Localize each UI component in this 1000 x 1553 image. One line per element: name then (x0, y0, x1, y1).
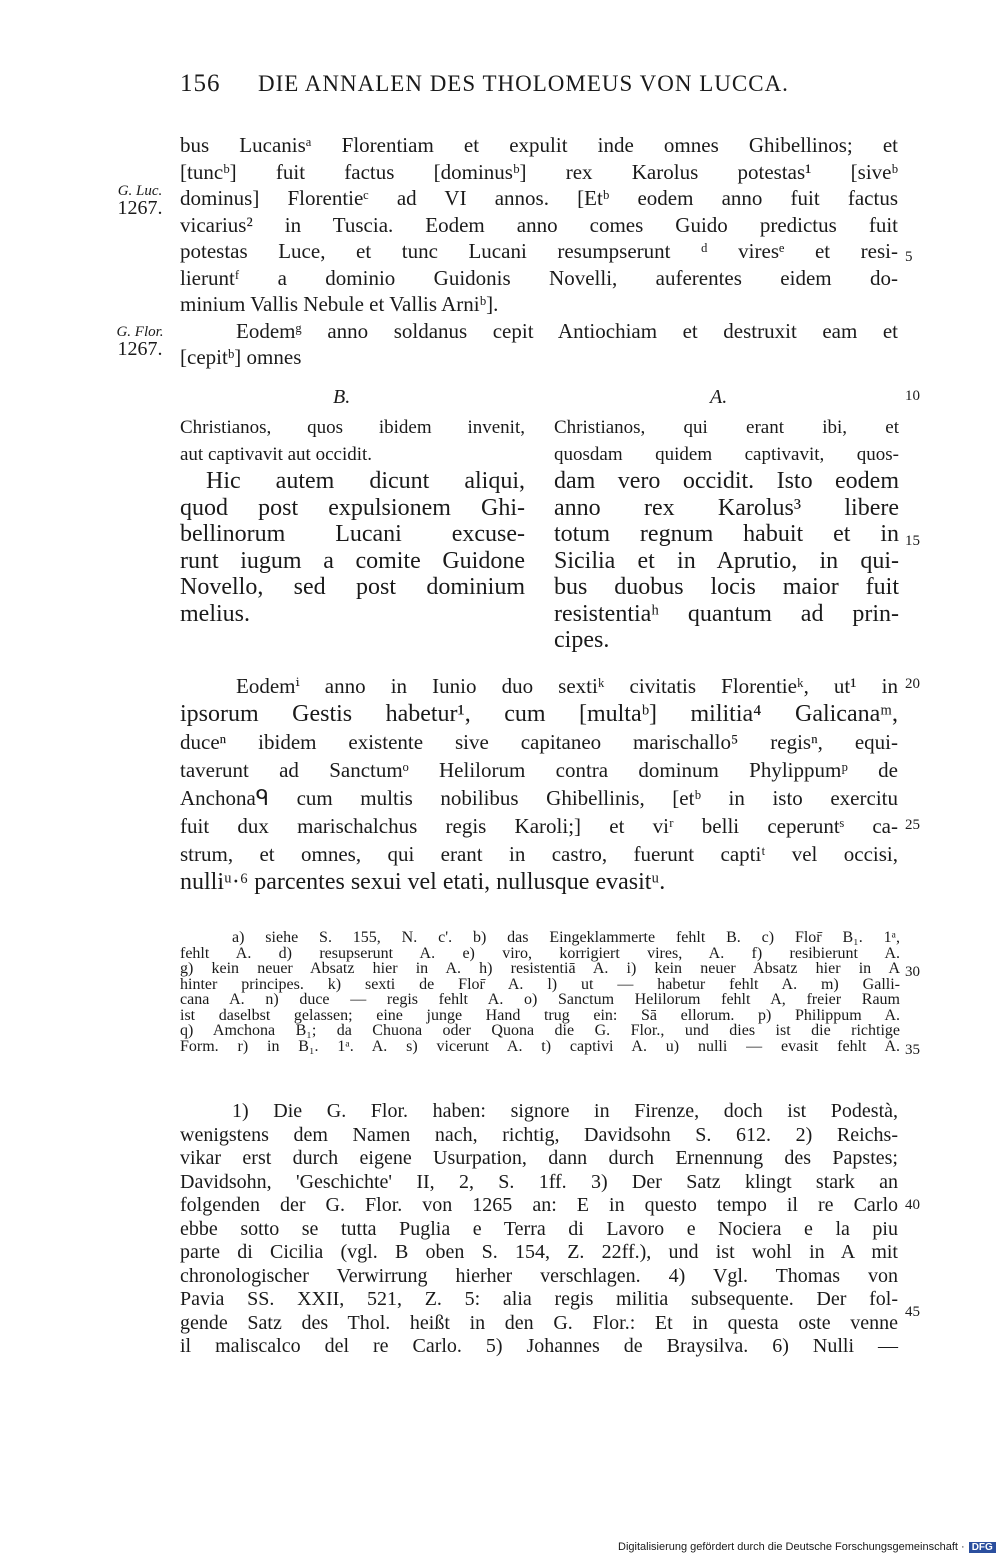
column-b (180, 415, 525, 627)
text-line: dominus] Florentieᶜ ad VI annos. [Etᵇ eodem anno fuit factus (180, 186, 898, 210)
line-number: 30 (905, 964, 920, 980)
text-line: ipsorum Gestis habetur¹, cum [multaᵇ] militia⁴ Galicanaᵐ, (180, 701, 898, 727)
footnote-line: folgenden der G. Flor. von 1265 an: E in questo tempo il re Carlo (180, 1194, 898, 1216)
apparatus-line: g) kein neuer Absatz hier in A. h) resistentiā A. i) kein neuer Absatz hier in A (180, 960, 900, 977)
text-line: Anchonaᑫ cum multis nobilibus Ghibellinis, [etᵇ in isto exercitu (180, 786, 898, 810)
line-number: 45 (905, 1304, 920, 1320)
footnote-line: ebbe sotto se tutta Puglia e Terra di Lavoro e Nociera e la piu (180, 1217, 898, 1240)
footnotes (180, 1100, 898, 1359)
text-line: minium Vallis Nebule et Vallis Arniᵇ]. (180, 292, 499, 316)
text-line: Sicilia et in Aprutio, in qui- (554, 547, 899, 574)
text-line: [cepitᵇ] omnes (180, 345, 302, 369)
credit-text: Digitalisierung gefördert durch die Deutsche Forschungsgemeinschaft · (618, 1541, 965, 1553)
running-title: DIE ANNALEN DES THOLOMEUS VON LUCCA. (258, 71, 789, 96)
apparatus-line: ist daselbst gelassen; eine junge Hand trug ein: Sā ellorum. p) Philippum A. (180, 1006, 900, 1024)
line-number: 25 (905, 817, 920, 833)
apparatus-line: Form. r) in B₁. 1ᵃ. A. s) vicerunt A. t) captivi A. u) nulli — evasit fehlt A. (180, 1037, 900, 1055)
text-line: taverunt ad Sanctumᵒ Helilorum contra dominum Phylippumᵖ de (180, 758, 898, 782)
text-line: anno rex Karolus³ libere (554, 494, 899, 521)
text-line: [tuncᵇ] fuit factus [dominusᵇ] rex Karolus potestas¹ [siveᵇ (180, 159, 898, 184)
text-line: vicarius² in Tuscia. Eodem anno comes Guido predictus fuit (180, 212, 898, 237)
line-number: 35 (905, 1042, 920, 1058)
running-header (180, 70, 900, 98)
line-number: 10 (905, 388, 920, 404)
footnote-line: il maliscalco del re Carlo. 5) Johannes de Braysilva. 6) Nulli — (180, 1335, 898, 1357)
sidenote-year: 1267. (117, 197, 163, 219)
footnote-line: Davidsohn, 'Geschichte' II, 2, S. 1ff. 3) Der Satz klingt stark an (180, 1170, 898, 1193)
apparatus-line: a) siehe S. 155, N. c'. b) das Eingeklammerte fehlt B. c) Flor̄ B₁. 1ᵃ, (232, 929, 900, 946)
line-number: 5 (905, 249, 913, 265)
text-line: lieruntᶠ a dominio Guidonis Novelli, auferentes eidem do- (180, 265, 898, 290)
sidenote-source: G. Luc. (117, 183, 163, 199)
text-line: cipes. (554, 627, 610, 653)
apparatus-line: cana A. n) duce — regis fehlt A. o) Sanctum Helilorum fehlt A, freier Raum (180, 991, 900, 1008)
column-a (554, 415, 899, 654)
critical-apparatus (180, 930, 900, 1054)
apparatus-line: q) Amchona B₁; da Chuona oder Quona die G. Flor., und dies ist die richtige (180, 1022, 900, 1039)
text-line: quod post expulsionem Ghi- (180, 494, 525, 521)
text-line: bellinorum Lucani excuse- (180, 521, 525, 547)
text-line: Novello, sed post dominium (180, 574, 525, 600)
text-line: melius. (180, 600, 250, 627)
footnote-line: gende Satz des Thol. heißt in den G. Flor.: Et in questa oste venne (180, 1311, 898, 1334)
text-line: potestas Luce, et tunc Lucani resumpserunt ᵈ viresᵉ et resi- (180, 239, 898, 263)
text-line: nulliᵘ·⁶ parcentes sexui vel etati, nullusque evasitᵘ. (180, 869, 666, 895)
digitization-credit (618, 1541, 996, 1553)
column-label-b: B. (333, 386, 351, 408)
sidenote-g-luc (105, 185, 175, 218)
text-line: bus Lucanisᵃ Florentiam et expulit inde omnes Ghibellinos; et (180, 133, 898, 157)
column-label-a: A. (710, 386, 728, 408)
text-line: strum, et omnes, qui erant in castro, fuerunt captiᵗ vel occisi, (180, 842, 898, 866)
text-line: fuit dux marischalchus regis Karoli;] et viʳ belli ceperuntˢ ca- (180, 814, 898, 838)
text-line: totum regnum habuit et in (554, 521, 899, 547)
text-line: aut captivavit aut occidit. (180, 443, 373, 465)
footnote-line: wenigstens dem Namen nach, richtig, Davidsohn S. 612. 2) Reichs- (180, 1123, 898, 1146)
apparatus-line: hinter principes. k) sexti de Flor̄ A. l) ut — habetur fehlt A. m) Galli- (180, 975, 900, 993)
line-number: 15 (905, 533, 920, 549)
footnote-line: chronologischer Verwirrung hierher verschlagen. 4) Vgl. Thomas von (180, 1264, 898, 1287)
text-line: Christianos, quos ibidem invenit, (180, 417, 525, 438)
text-line: runt iugum a comite Guidone (180, 547, 525, 574)
sidenote-year: 1267. (117, 338, 163, 360)
intro-paragraph (180, 132, 898, 371)
text-line: duceⁿ ibidem existente sive capitaneo marischallo⁵ regisⁿ, equi- (180, 730, 898, 754)
sidenote-source: G. Flor. (116, 324, 164, 340)
apparatus-line: fehlt A. d) resupserunt A. e) viro, korrigiert vires, A. f) resibierunt A. (180, 944, 900, 962)
text-line: Eodemᵍ anno soldanus cepit Antiochiam et destruxit eam et (236, 318, 898, 343)
text-line: dam vero occidit. Isto eodem (554, 468, 899, 494)
text-line: Eodemⁱ anno in Iunio duo sextiᵏ civitatis Florentieᵏ, ut¹ in (236, 674, 898, 698)
text-line: Hic autem dicunt aliqui, (206, 468, 525, 494)
line-number: 40 (905, 1197, 920, 1213)
page-number: 156 (180, 70, 221, 97)
main-paragraph (180, 672, 898, 896)
footnote-line: vikar erst durch eigene Usurpation, dann durch Ernennung des Papstes; (180, 1147, 898, 1169)
sidenote-g-flor (105, 326, 175, 359)
text-line: bus duobus locis maior fuit (554, 574, 899, 600)
footnote-line: parte di Cicilia (vgl. B oben S. 154, Z. 22ff.), und ist wohl in A mit (180, 1241, 898, 1263)
text-line: Christianos, qui erant ibi, et (554, 417, 899, 438)
text-line: quosdam quidem captivavit, quos- (554, 443, 899, 465)
dfg-logo: DFG (969, 1542, 996, 1553)
footnote-line: Pavia SS. XXII, 521, Z. 5: alia regis militia subsequente. Der fol- (180, 1288, 898, 1310)
text-line: resistentiaʰ quantum ad prin- (554, 600, 899, 627)
footnote-line: 1) Die G. Flor. haben: signore in Firenze, doch ist Podestà, (232, 1100, 898, 1122)
line-number: 20 (905, 676, 920, 692)
